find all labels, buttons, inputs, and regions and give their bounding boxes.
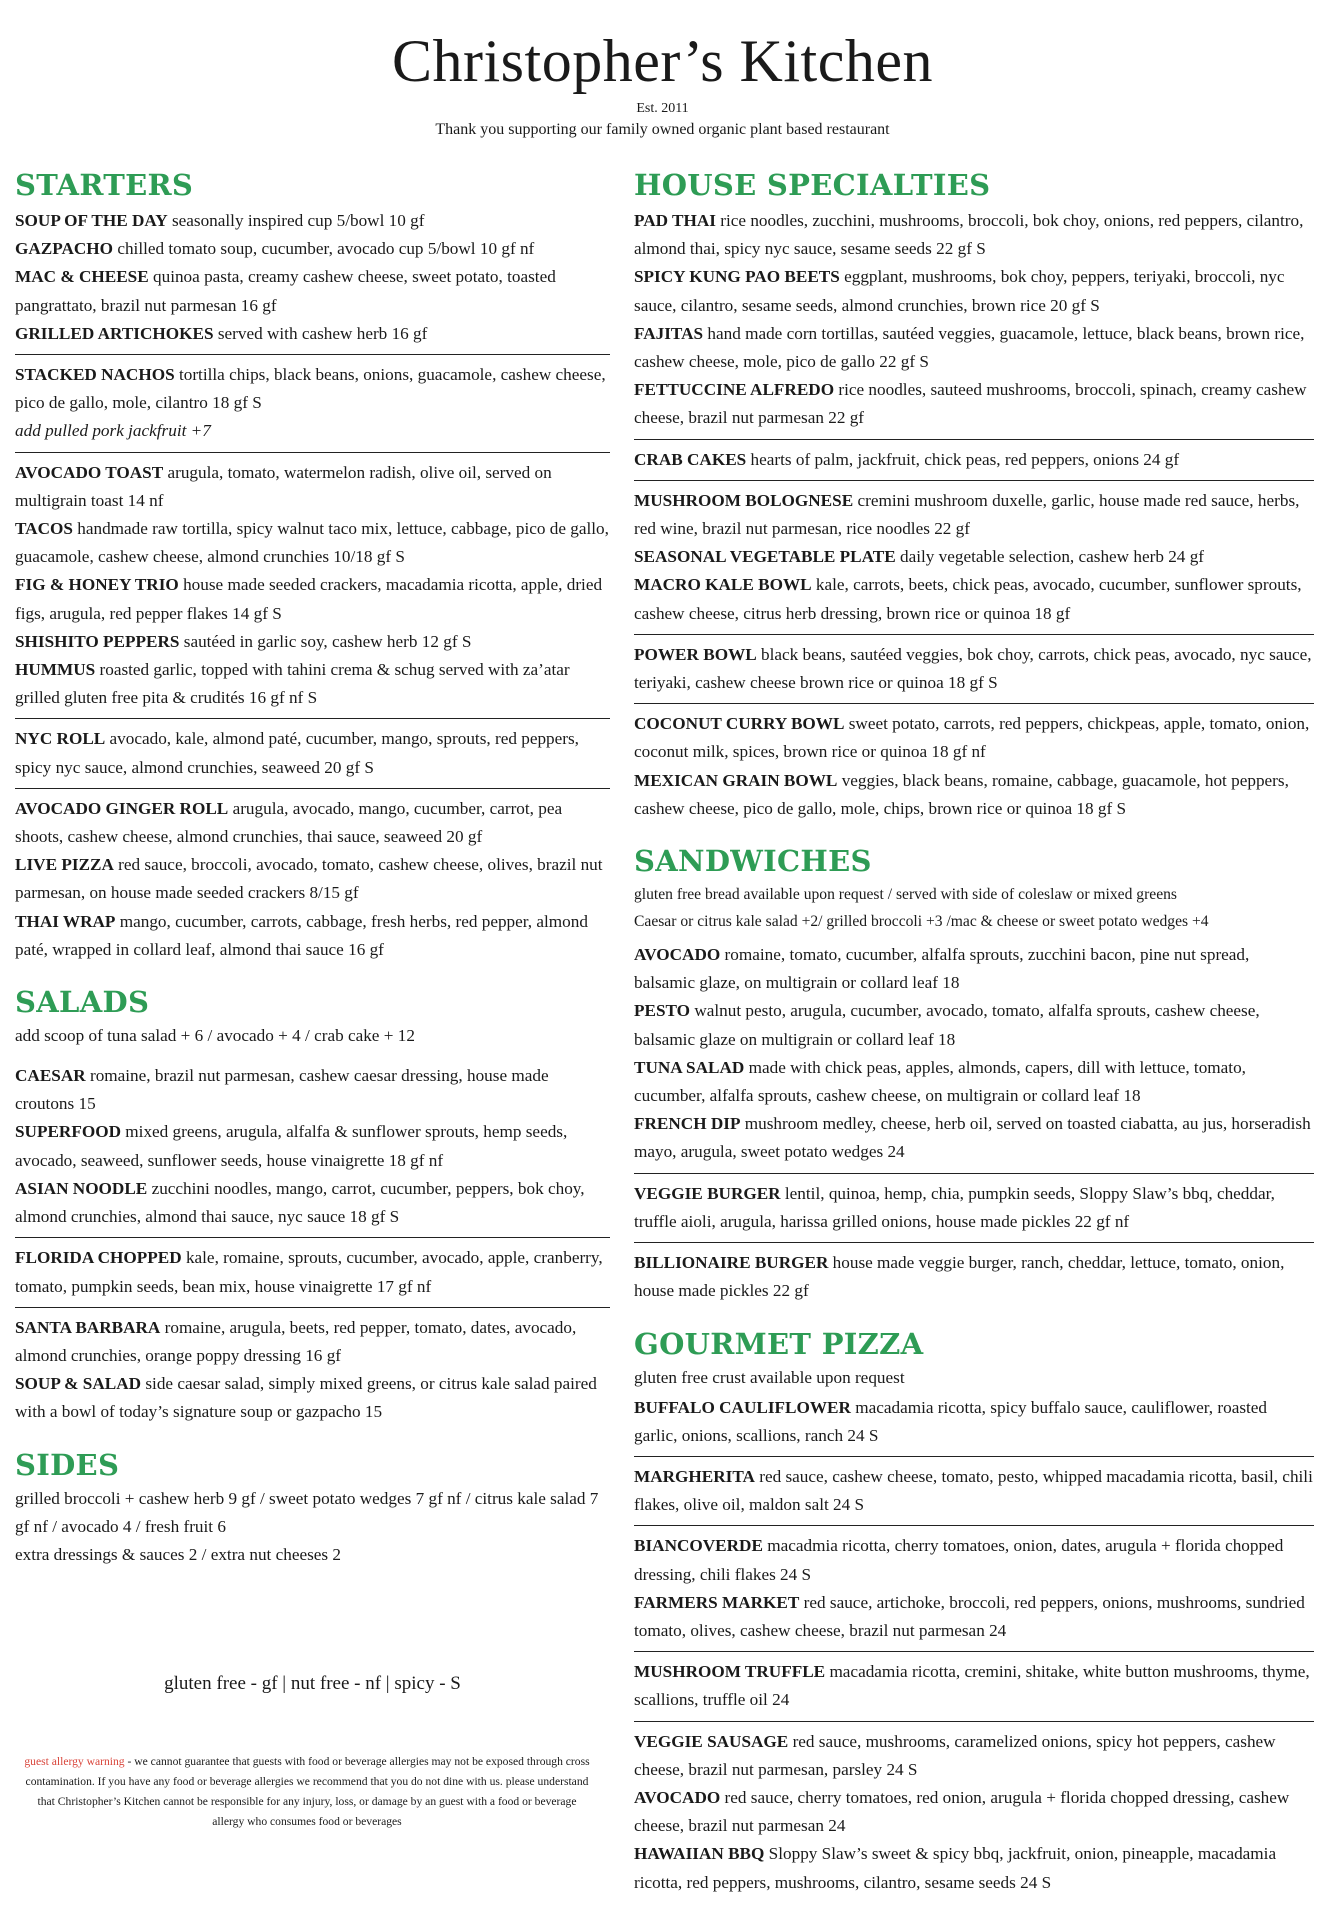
menu-group (634, 1652, 1314, 1721)
item-description: side caesar salad, simply mixed greens, or citrus kale salad paired with a bowl of today’s signature soup or gazpacho 15 (15, 1374, 597, 1422)
starters-section (15, 165, 610, 970)
menu-item (634, 997, 1314, 1053)
item-description: handmade raw tortilla, spicy walnut taco mix, lettuce, cabbage, pico de gallo, guacamole, cashew cheese, almond crunchies 10/18 gf S (15, 519, 609, 567)
item-description: made with chick peas, apples, almonds, capers, dill with lettuce, tomato, cucumber, alfalfa sprouts, cashew cheese, on multigrain or collard leaf 18 (634, 1057, 1246, 1106)
section-heading: GOURMET PIZZA (634, 1326, 924, 1361)
menu-group (15, 1056, 610, 1238)
menu-group (15, 205, 610, 355)
item-description: tortilla chips, black beans, onions, guacamole, cashew cheese, pico de gallo, mole, cilantro 18 gf S (15, 365, 606, 413)
item-description: hand made corn tortillas, sautéed veggies, guacamole, lettuce, black beans, brown rice, cashew cheese, mole, pico de gallo 22 gf S (634, 323, 1305, 372)
item-name: SHISHITO PEPPERS (15, 631, 180, 651)
menu-item (15, 908, 610, 964)
addon-note: add pulled pork jackfruit +7 (15, 421, 211, 441)
item-name: LIVE PIZZA (15, 855, 114, 875)
item-name: ASIAN NOODLE (15, 1178, 148, 1198)
left-column (15, 165, 610, 1581)
item-name: SANTA BARBARA (15, 1317, 161, 1337)
item-name: NYC ROLL (15, 729, 106, 749)
menu-item (634, 941, 1314, 997)
menu-item (15, 515, 610, 571)
menu-item (634, 1180, 1314, 1236)
menu-group (634, 1174, 1314, 1243)
item-description: black beans, sautéed veggies, bok choy, carrots, chick peas, avocado, nyc sauce, teriyaki, cashew cheese brown rice or quinoa 18 gf S (634, 644, 1312, 693)
menu-item (634, 1054, 1314, 1110)
item-description: kale, carrots, beets, chick peas, avocado, cucumber, sunflower sprouts, cashew cheese, citrus herb dressing, brown rice or quinoa 18 gf (634, 575, 1302, 623)
item-name: TACOS (15, 519, 73, 539)
menu-item (634, 543, 1314, 571)
item-description: daily vegetable selection, cashew herb 24 gf (895, 547, 1205, 567)
item-name: SOUP & SALAD (15, 1374, 142, 1394)
menu-item (634, 487, 1314, 543)
item-description: sweet potato, carrots, red peppers, chickpeas, apple, tomato, onion, coconut milk, spices, brown rice or quinoa 18 gf nf (634, 714, 1310, 762)
allergy-warning-label: guest allergy warning (24, 1755, 125, 1768)
menu-item (15, 851, 610, 907)
established-year: Est. 2011 (636, 101, 689, 116)
menu-item (634, 710, 1314, 766)
menu-item (634, 767, 1314, 823)
menu-group (634, 704, 1314, 829)
item-name: GAZPACHO (15, 239, 114, 259)
item-description: romaine, brazil nut parmesan, cashew caesar dressing, house made croutons 15 (15, 1066, 549, 1114)
item-name: PAD THAI (634, 211, 716, 230)
item-name: FIG & HONEY TRIO (15, 575, 179, 595)
item-description: macadamia ricotta, cremini, shitake, white button mushrooms, thyme, scallions, truffle oil 24 (634, 1662, 1310, 1710)
restaurant-name: Christopher’s Kitchen (392, 28, 933, 94)
item-name: SUPERFOOD (15, 1122, 121, 1142)
pizza-crust-note: gluten free crust available upon request (634, 1367, 905, 1387)
item-name: BUFFALO CAULIFLOWER (634, 1397, 851, 1417)
right-column (634, 165, 1314, 1915)
menu-group (634, 205, 1314, 440)
item-description: macadmia ricotta, cherry tomatoes, onion, dates, arugula + florida chopped dressing, chili flakes 24 S (634, 1536, 1284, 1584)
menu-item (634, 1589, 1314, 1645)
dietary-key: gluten free - gf | nut free - nf | spicy - S (164, 1673, 461, 1694)
extras-list: extra dressings & sauces 2 / extra nut cheeses 2 (15, 1544, 341, 1564)
menu-item (634, 641, 1314, 697)
item-description: mango, cucumber, carrots, cabbage, fresh herbs, red pepper, almond paté, wrapped in collard leaf, almond thai sauce 16 gf (15, 911, 588, 959)
item-description: macadamia ricotta, spicy buffalo sauce, cauliflower, roasted garlic, onions, scallions, ranch 24 S (634, 1397, 1268, 1445)
menu-item (634, 1532, 1314, 1588)
menu-item (15, 1370, 610, 1426)
item-description: romaine, arugula, beets, red pepper, tomato, dates, avocado, almond crunchies, orange poppy dressing 16 gf (15, 1317, 577, 1365)
item-name: MUSHROOM TRUFFLE (634, 1662, 826, 1682)
section-heading: HOUSE SPECIALTIES (634, 168, 991, 202)
menu-group (634, 1392, 1314, 1457)
menu-item (634, 1249, 1314, 1305)
item-name: FAJITAS (634, 323, 704, 343)
item-description: chilled tomato soup, cucumber, avocado cup 5/bowl 10 gf nf (113, 239, 535, 259)
section-heading: SANDWICHES (634, 844, 872, 879)
menu-group (634, 1526, 1314, 1652)
item-name: HAWAIIAN BBQ (634, 1844, 765, 1864)
item-description: avocado, kale, almond paté, cucumber, mango, sprouts, red peppers, spicy nyc sauce, almond crunchies, seaweed 20 gf S (15, 729, 579, 777)
item-name: MUSHROOM BOLOGNESE (634, 490, 854, 510)
allergy-warning-text: - we cannot guarantee that guests with food or beverage allergies may not be exposed through cross contamination. If you have any food or beverage allergies we recommend that you do not dine with us. please understand that Christopher’s Kitchen cannot be responsible for any injury, loss, or damage by an guest with a food or beverage allergy who consumes food or beverages (25, 1755, 590, 1828)
item-description: zucchini noodles, mango, carrot, cucumber, peppers, bok choy, almond crunchies, almond thai sauce, nyc sauce 18 gf S (15, 1178, 585, 1227)
menu-item (15, 795, 610, 851)
item-description: quinoa pasta, creamy cashew cheese, sweet potato, toasted pangrattato, brazil nut parmesan 16 gf (15, 267, 556, 315)
menu-group (15, 1308, 610, 1433)
section-heading: STARTERS (15, 168, 194, 202)
item-name: FRENCH DIP (634, 1114, 741, 1134)
item-description: rice noodles, sauteed mushrooms, broccoli, spinach, creamy cashew cheese, brazil nut parmesan 22 gf (634, 380, 1307, 428)
item-description: house made veggie burger, ranch, cheddar, lettuce, tomato, onion, house made pickles 22 gf (634, 1253, 1285, 1301)
menu-item (634, 1840, 1314, 1896)
item-name: COCONUT CURRY BOWL (634, 714, 845, 734)
item-description: sautéed in garlic soy, cashew herb 12 gf S (179, 631, 472, 651)
menu-item (634, 263, 1314, 319)
item-description: hearts of palm, jackfruit, chick peas, red peppers, onions 24 gf (746, 449, 1180, 469)
menu-item (634, 1463, 1314, 1519)
item-description: romaine, tomato, cucumber, alfalfa sprouts, zucchini bacon, pine nut spread, balsamic glaze, on multigrain or collard leaf 18 (634, 945, 1250, 993)
menu-group (15, 453, 610, 720)
item-name: MEXICAN GRAIN BOWL (634, 770, 838, 790)
item-name: POWER BOWL (634, 644, 757, 664)
salad-addon-note: add scoop of tuna salad + 6 / avocado + 4 / crab cake + 12 (15, 1026, 415, 1046)
menu-group (634, 440, 1314, 481)
sides-section (15, 1445, 610, 1570)
item-name: FETTUCCINE ALFREDO (634, 380, 835, 400)
menu-item (15, 207, 610, 235)
item-description: cremini mushroom duxelle, garlic, house made red sauce, herbs, red wine, brazil nut parmesan, rice noodles 22 gf (634, 490, 1300, 539)
menu-item (634, 376, 1314, 432)
sandwiches-section (634, 841, 1314, 1311)
menu-group (634, 481, 1314, 635)
item-name: BIANCOVERDE (634, 1536, 763, 1556)
item-description: red sauce, artichoke, broccoli, red peppers, onions, mushrooms, sundried tomato, olives, cashew cheese, brazil nut parmesan 24 (634, 1592, 1305, 1640)
item-name: AVOCADO TOAST (15, 462, 164, 482)
menu-item (634, 1394, 1314, 1450)
menu-item (15, 235, 610, 263)
item-name: HUMMUS (15, 660, 96, 680)
item-name: FLORIDA CHOPPED (15, 1248, 182, 1268)
item-name: VEGGIE SAUSAGE (634, 1731, 789, 1751)
menu-item (15, 725, 610, 781)
section-heading: SIDES (15, 1447, 120, 1482)
item-description: eggplant, mushrooms, bok choy, peppers, teriyaki, broccoli, nyc sauce, cilantro, sesame seeds, almond crunchies, brown rice 20 gf S (634, 267, 1285, 315)
sandwich-side-note: Caesar or citrus kale salad +2/ grilled broccoli +3 /mac & cheese or sweet potato wedges +4 (634, 913, 1209, 931)
section-heading: SALADS (15, 985, 150, 1020)
item-name: CAESAR (15, 1066, 86, 1086)
pizza-section (634, 1324, 1314, 1903)
menu-group (15, 355, 610, 453)
item-name: VEGGIE BURGER (634, 1183, 781, 1203)
menu-item (634, 207, 1314, 263)
menu-item (634, 1110, 1314, 1166)
menu-item (15, 1314, 610, 1370)
item-description: served with cashew herb 16 gf (213, 323, 428, 343)
item-name: BILLIONAIRE BURGER (634, 1253, 829, 1273)
item-name: AVOCADO GINGER ROLL (15, 798, 229, 818)
item-name: PESTO (634, 1001, 691, 1021)
menu-group (634, 935, 1314, 1174)
menu-item (634, 571, 1314, 627)
menu-item (15, 361, 610, 417)
menu-item (634, 1658, 1314, 1714)
item-description: red sauce, cashew cheese, tomato, pesto, whipped macadamia ricotta, basil, chili flakes, olive oil, maldon salt 24 S (634, 1466, 1313, 1515)
item-description: red sauce, broccoli, avocado, tomato, cashew cheese, olives, brazil nut parmesan, on house made seeded crackers 8/15 gf (15, 855, 603, 903)
menu-header (0, 0, 1325, 140)
house-specialties-section (634, 165, 1314, 829)
item-name: FARMERS MARKET (634, 1592, 800, 1612)
menu-group (15, 1238, 610, 1307)
item-description: red sauce, mushrooms, caramelized onions, spicy hot peppers, cashew cheese, brazil nut parmesan, parsley 24 S (634, 1731, 1276, 1779)
item-description: mixed greens, arugula, alfalfa & sunflower sprouts, hemp seeds, avocado, seaweed, sunflower seeds, house vinaigrette 18 gf nf (15, 1122, 568, 1170)
menu-item (15, 1118, 610, 1174)
menu-group (634, 635, 1314, 704)
menu-group (634, 1243, 1314, 1311)
menu-item (15, 263, 610, 319)
tagline: Thank you supporting our family owned organic plant based restaurant (435, 121, 890, 138)
item-description: walnut pesto, arugula, cucumber, avocado, tomato, alfalfa sprouts, cashew cheese, balsamic glaze on multigrain or collard leaf 18 (634, 1001, 1260, 1049)
item-name: MARGHERITA (634, 1466, 755, 1486)
menu-item (15, 571, 610, 627)
item-name: STACKED NACHOS (15, 365, 175, 385)
item-description: Sloppy Slaw’s sweet & spicy bbq, jackfruit, onion, pineapple, macadamia ricotta, red peppers, mushrooms, cilantro, sesame seeds 24 S (634, 1844, 1277, 1892)
item-name: AVOCADO (634, 945, 721, 965)
item-description: arugula, avocado, mango, cucumber, carrot, pea shoots, cashew cheese, almond crunchies, thai sauce, seaweed 20 gf (15, 798, 563, 847)
item-name: MAC & CHEESE (15, 267, 149, 287)
item-description: lentil, quinoa, hemp, chia, pumpkin seeds, Sloppy Slaw’s bbq, cheddar, truffle aioli, arugula, harissa grilled onions, house made pickles 22 gf nf (634, 1183, 1275, 1231)
allergy-warning (22, 1752, 592, 1832)
item-name: MACRO KALE BOWL (634, 575, 812, 595)
menu-item (634, 446, 1314, 474)
menu-item (15, 320, 610, 348)
item-description: mushroom medley, cheese, herb oil, served on toasted ciabatta, au jus, horseradish mayo, arugula, sweet potato wedges 24 (634, 1114, 1311, 1162)
sides-list: grilled broccoli + cashew herb 9 gf / sweet potato wedges 7 gf nf / citrus kale salad 7 gf nf / avocado 4 / fresh fruit 6 (15, 1488, 599, 1536)
item-description: seasonally inspired cup 5/bowl 10 gf (167, 211, 425, 230)
item-name: SOUP OF THE DAY (15, 211, 168, 230)
item-description: kale, romaine, sprouts, cucumber, avocado, apple, cranberry, tomato, pumpkin seeds, bean mix, house vinaigrette 17 gf nf (15, 1248, 603, 1296)
menu-group (15, 789, 610, 970)
item-description: roasted garlic, topped with tahini crema & schug served with za’atar grilled gluten free pita & crudités 16 gf nf S (15, 660, 570, 708)
item-name: TUNA SALAD (634, 1057, 745, 1077)
item-description: house made seeded crackers, macadamia ricotta, apple, dried figs, arugula, red pepper flakes 14 gf S (15, 575, 603, 623)
item-name: SPICY KUNG PAO BEETS (634, 267, 840, 287)
menu-item (634, 1784, 1314, 1840)
menu-item (15, 628, 610, 656)
menu-group (634, 1457, 1314, 1526)
menu-group (634, 1722, 1314, 1903)
item-name: AVOCADO (634, 1787, 721, 1807)
menu-item (15, 1175, 610, 1231)
menu-item (634, 320, 1314, 376)
sandwich-bread-note: gluten free bread available upon request / served with side of coleslaw or mixed greens (634, 886, 1177, 904)
menu-item (15, 1062, 610, 1118)
item-description: arugula, tomato, watermelon radish, olive oil, served on multigrain toast 14 nf (15, 462, 552, 510)
menu-item (15, 656, 610, 712)
salads-section (15, 982, 610, 1432)
menu-group (15, 719, 610, 788)
menu-item (15, 459, 610, 515)
item-name: THAI WRAP (15, 911, 116, 931)
item-description: veggies, black beans, romaine, cabbage, guacamole, hot peppers, cashew cheese, pico de gallo, mole, chips, brown rice or quinoa 18 gf S (634, 770, 1289, 818)
item-name: SEASONAL VEGETABLE PLATE (634, 547, 896, 567)
item-name: GRILLED ARTICHOKES (15, 323, 214, 343)
menu-item (634, 1728, 1314, 1784)
item-name: CRAB CAKES (634, 449, 747, 469)
item-description: red sauce, cherry tomatoes, red onion, arugula + florida chopped dressing, cashew cheese, brazil nut parmesan 24 (634, 1787, 1290, 1836)
item-description: rice noodles, zucchini, mushrooms, broccoli, bok choy, onions, red peppers, cilantro, almond thai, spicy nyc sauce, sesame seeds 22 gf S (634, 211, 1304, 259)
menu-item (15, 1244, 610, 1300)
